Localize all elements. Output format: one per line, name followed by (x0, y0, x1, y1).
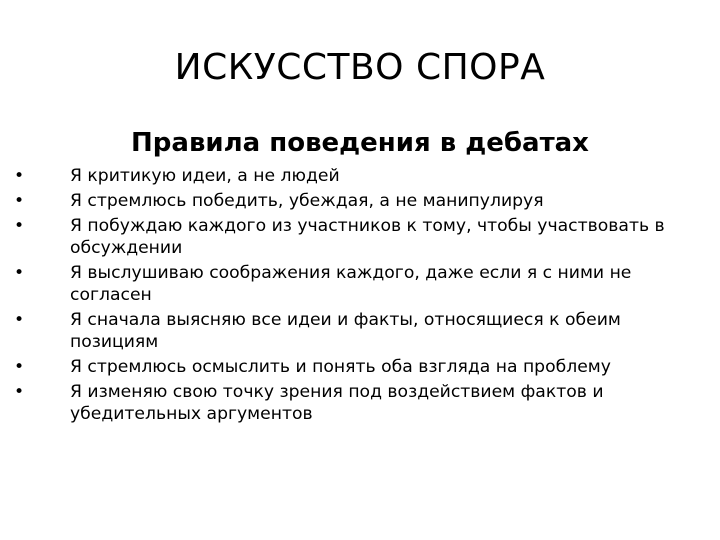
rules-list (14, 165, 694, 428)
list-item (14, 381, 694, 425)
list-item (14, 190, 694, 212)
bullet-icon: • (14, 263, 25, 283)
list-item-text: Я побуждаю каждого из участников к тому, чтобы участвовать в обсуждении (70, 216, 665, 258)
slide-title: ИСКУССТВО СПОРА (174, 47, 546, 88)
list-item-text: Я изменяю свою точку зрения под воздействием фактов и убедительных аргументов (70, 382, 604, 424)
bullet-icon: • (14, 166, 25, 186)
bullet-icon: • (14, 191, 25, 211)
list-item-text: Я сначала выясняю все идеи и факты, относящиеся к обеим позициям (70, 310, 621, 352)
bullet-icon: • (14, 216, 25, 236)
list-item (14, 165, 694, 187)
list-item (14, 309, 694, 353)
list-item-text: Я выслушиваю соображения каждого, даже если я с ними не согласен (70, 263, 632, 305)
list-item-text: Я стремлюсь осмыслить и понять оба взгляда на проблему (70, 357, 611, 377)
slide-subtitle: Правила поведения в дебатах (131, 128, 589, 158)
bullet-icon: • (14, 357, 25, 377)
list-item-text: Я критикую идеи, а не людей (70, 166, 340, 186)
list-item (14, 356, 694, 378)
bullet-icon: • (14, 382, 25, 402)
list-item (14, 215, 694, 259)
list-item-text: Я стремлюсь победить, убеждая, а не манипулируя (70, 191, 544, 211)
bullet-icon: • (14, 310, 25, 330)
list-item (14, 262, 694, 306)
